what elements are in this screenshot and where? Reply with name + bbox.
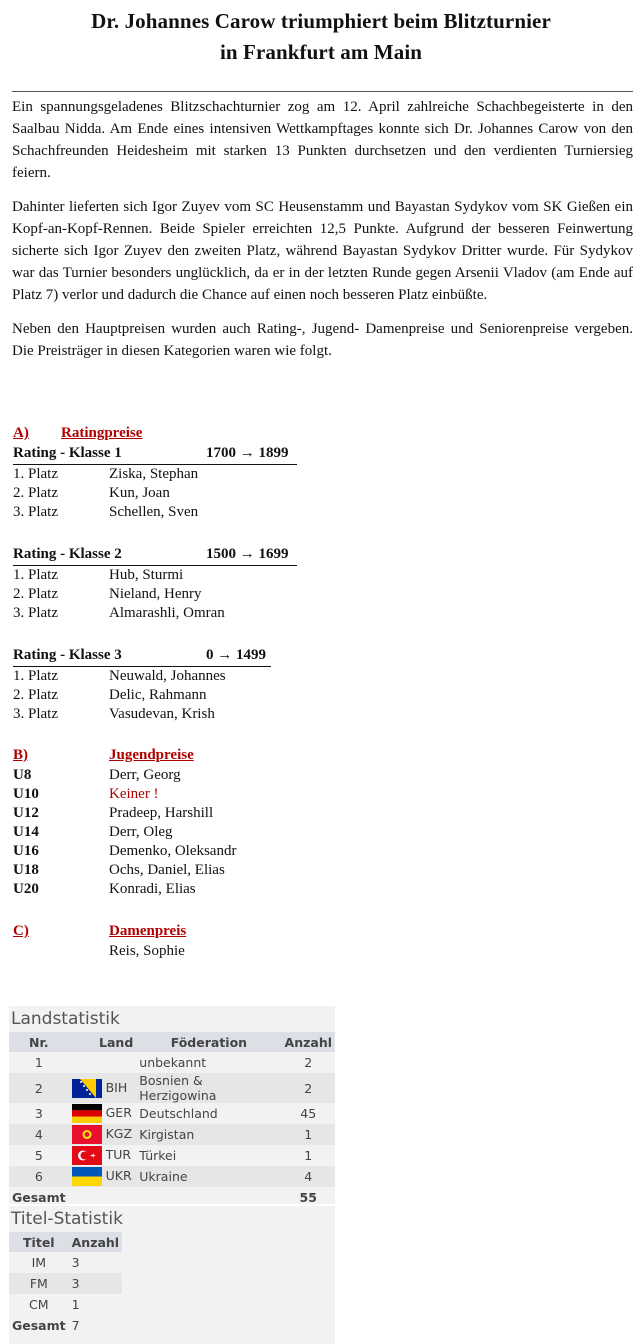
prize-row xyxy=(13,484,297,503)
prize-row xyxy=(13,705,297,724)
title-name: FM xyxy=(9,1273,69,1294)
flag-ukr-icon xyxy=(72,1167,102,1186)
table-row xyxy=(9,1273,122,1294)
rating-class-range: 0 → 1499 xyxy=(206,647,266,663)
title-line-1: Dr. Johannes Carow triumphiert beim Blitzturnier xyxy=(91,9,551,33)
table-row xyxy=(9,1166,335,1187)
age-group: U10 xyxy=(13,786,39,802)
prize-row xyxy=(13,686,297,705)
rating-class-heading xyxy=(13,545,297,566)
flag-bih-icon xyxy=(72,1079,102,1098)
age-group: U14 xyxy=(13,824,39,840)
rating-class-name: Rating - Klasse 1 xyxy=(13,445,122,461)
land-statistics-table xyxy=(9,1032,335,1208)
country-code: UKR xyxy=(105,1168,132,1183)
land-cell xyxy=(69,1124,137,1145)
row-number: 6 xyxy=(9,1166,69,1187)
federation-name: Türkei xyxy=(139,1148,177,1163)
table-row xyxy=(9,1145,335,1166)
player-name: Almarashli, Omran xyxy=(109,605,225,621)
rating-class-range: 1700 → 1899 xyxy=(206,445,289,461)
player-name: Delic, Rahmann xyxy=(109,687,207,703)
player-name: Ochs, Daniel, Elias xyxy=(109,862,225,878)
title-line-2: in Frankfurt am Main xyxy=(219,40,423,64)
rating-class-heading xyxy=(13,444,297,465)
player-count: 2 xyxy=(304,1055,313,1070)
federation-name: unbekannt xyxy=(139,1055,207,1070)
country-code: GER xyxy=(105,1105,132,1120)
section-title: Damenpreis xyxy=(109,923,187,939)
place-label: 2. Platz xyxy=(13,687,58,703)
player-name: Konradi, Elias xyxy=(109,881,196,897)
title-statistics-table xyxy=(9,1232,122,1336)
row-number: 1 xyxy=(34,1055,43,1070)
section-letter: C) xyxy=(13,923,29,939)
land-cell xyxy=(69,1145,137,1166)
prize-row xyxy=(13,465,297,484)
player-name: Schellen, Sven xyxy=(109,504,199,520)
total-count: 55 xyxy=(299,1190,317,1205)
section-heading xyxy=(13,424,297,444)
place-label: 1. Platz xyxy=(13,567,58,583)
player-count: 45 xyxy=(300,1106,317,1121)
place-label: 3. Platz xyxy=(13,706,58,722)
article-title xyxy=(0,6,642,68)
land-cell xyxy=(69,1073,137,1103)
rating-class-name: Rating - Klasse 2 xyxy=(13,546,122,562)
rating-class-heading xyxy=(13,646,271,667)
title-count: 1 xyxy=(71,1297,80,1312)
table-row xyxy=(9,1103,335,1124)
title-count: 3 xyxy=(69,1273,122,1294)
player-name: Demenko, Oleksandr xyxy=(109,843,237,859)
place-label: 3. Platz xyxy=(13,605,58,621)
player-name: Nieland, Henry xyxy=(109,586,202,602)
flag-kgz-icon xyxy=(72,1125,102,1144)
column-header: Anzahl xyxy=(282,1032,335,1052)
place-label: 1. Platz xyxy=(13,466,58,482)
age-group: U8 xyxy=(13,767,32,783)
prize-row xyxy=(13,667,297,686)
player-name: Ziska, Stephan xyxy=(109,466,199,482)
player-count: 1 xyxy=(282,1124,335,1145)
row-number: 4 xyxy=(9,1124,69,1145)
panel-title: Landstatistik xyxy=(11,1009,120,1029)
land-statistics-panel xyxy=(9,1006,335,1204)
place-label: 2. Platz xyxy=(13,485,58,501)
panel-title: Titel-Statistik xyxy=(11,1209,123,1229)
section-title: Ratingpreise xyxy=(61,425,143,441)
player-name: Neuwald, Johannes xyxy=(109,668,226,684)
row-number: 2 xyxy=(9,1073,69,1103)
age-group: U12 xyxy=(13,805,39,821)
country-code: KGZ xyxy=(105,1126,133,1141)
row-number: 3 xyxy=(34,1106,43,1121)
table-row xyxy=(9,1052,335,1073)
title-name: CM xyxy=(29,1297,49,1312)
age-group: U18 xyxy=(13,862,39,878)
section-title: Jugendpreise xyxy=(109,747,194,763)
player-name: Reis, Sophie xyxy=(109,943,185,959)
federation-name: Deutschland xyxy=(139,1106,218,1121)
prize-row xyxy=(13,604,297,623)
article-paragraph: Ein spannungsgeladenes Blitzschachturnier zog am 12. April zahlreiche Schachbegeisterte in den Saalbau Nidda. Am Ende eines intensiven Wettkampftages konnte sich Dr. Johannes Carow von den Schachfreunden Heidesheim mit starken 13 Punkten durchsetzen und den verdienten Turniersieg feiern. xyxy=(12,99,633,181)
federation-name: Ukraine xyxy=(136,1166,281,1187)
flag-tur-icon xyxy=(72,1146,102,1165)
row-number: 5 xyxy=(34,1148,43,1163)
land-cell xyxy=(69,1103,137,1124)
article-paragraph: Dahinter lieferten sich Igor Zuyev vom SC Heusenstamm und Bayastan Sydykov vom SK Gießen ein Kopf-an-Kopf-Rennen. Beide Spieler erreichten 12,5 Punkte. Aufgrund der besseren Feinwertung sicherte sich Igor Zuyev den zweiten Platz, während Bayastan Sydykov Dritter wurde. Für Sydykov war das Turnier besonders unglücklich, da er in der letzten Runde gegen Arsenii Vladov (am Ende auf Platz 7) verlor und dadurch die Chance auf einen noch besseren Platz einbüßte. xyxy=(12,199,633,303)
title-statistics-panel xyxy=(9,1206,335,1344)
section-letter: B) xyxy=(13,747,28,763)
table-row xyxy=(9,1124,335,1145)
country-code: BIH xyxy=(105,1079,128,1095)
table-header xyxy=(9,1232,122,1252)
player-name: Vasudevan, Krish xyxy=(109,706,215,722)
section-letter: A) xyxy=(13,425,29,441)
column-header: Anzahl xyxy=(69,1232,122,1252)
article-body xyxy=(12,96,633,374)
column-header: Nr. xyxy=(9,1032,69,1052)
rating-prizes-section xyxy=(13,424,297,724)
prize-row xyxy=(13,585,297,604)
country-code: TUR xyxy=(105,1147,132,1162)
player-name: Hub, Sturmi xyxy=(109,567,184,583)
rating-class-range: 1500 → 1699 xyxy=(206,546,289,562)
total-count: 7 xyxy=(71,1318,80,1333)
player-count: 4 xyxy=(282,1166,335,1187)
land-cell xyxy=(69,1052,137,1073)
federation-name: Bosnien & Herzigowina xyxy=(136,1073,281,1103)
player-count: 2 xyxy=(282,1073,335,1103)
title-divider xyxy=(12,91,633,92)
player-name: Derr, Oleg xyxy=(109,824,173,840)
age-group: U16 xyxy=(13,843,39,859)
player-name: Keiner ! xyxy=(109,786,159,802)
player-name: Derr, Georg xyxy=(109,767,181,783)
table-total-row xyxy=(9,1315,122,1336)
table-row xyxy=(9,1073,335,1103)
table-header xyxy=(9,1032,335,1052)
flag-ger-icon xyxy=(72,1104,102,1123)
player-name: Kun, Joan xyxy=(109,485,170,501)
prize-row xyxy=(13,503,297,522)
table-row xyxy=(9,1294,122,1315)
title-count: 3 xyxy=(71,1255,80,1270)
place-label: 1. Platz xyxy=(13,668,58,684)
player-name: Pradeep, Harshill xyxy=(109,805,214,821)
land-cell xyxy=(69,1166,137,1187)
player-count: 1 xyxy=(304,1148,313,1163)
place-label: 2. Platz xyxy=(13,586,58,602)
age-group: U20 xyxy=(13,881,39,897)
column-header: Land xyxy=(69,1032,137,1052)
column-header: Föderation xyxy=(136,1032,281,1052)
title-name: IM xyxy=(31,1255,47,1270)
total-label: Gesamt xyxy=(12,1318,66,1333)
column-header: Titel xyxy=(9,1232,69,1252)
table-row xyxy=(9,1252,122,1273)
rating-class-name: Rating - Klasse 3 xyxy=(13,647,122,663)
table-total-row xyxy=(9,1187,335,1208)
prize-row xyxy=(13,566,297,585)
federation-name: Kirgistan xyxy=(136,1124,281,1145)
article-paragraph: Neben den Hauptpreisen wurden auch Rating-, Jugend- Damenpreise und Seniorenpreise vergeben. Die Preisträger in diesen Kategorien waren wie folgt. xyxy=(12,321,633,359)
total-label: Gesamt xyxy=(12,1190,66,1205)
place-label: 3. Platz xyxy=(13,504,58,520)
